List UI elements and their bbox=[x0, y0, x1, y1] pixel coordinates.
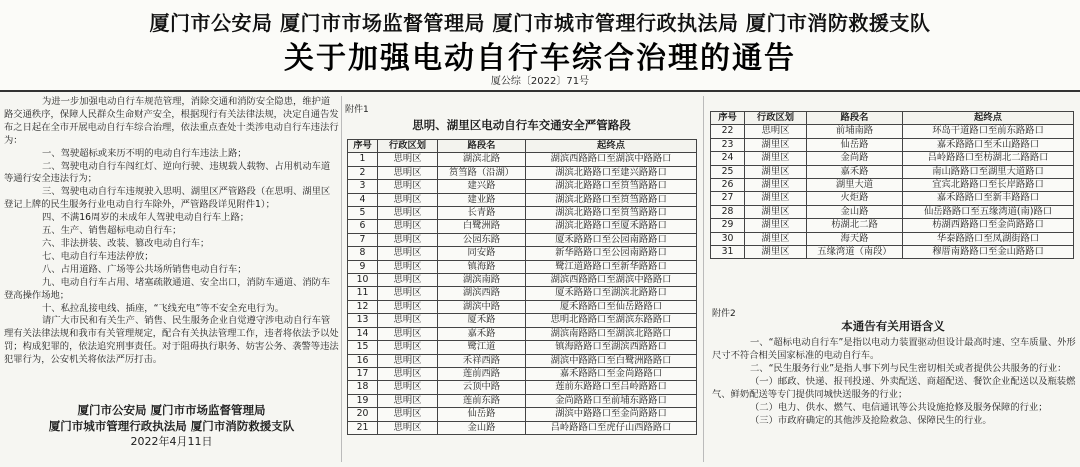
table-cell: 26 bbox=[711, 179, 745, 192]
table-cell: 15 bbox=[348, 341, 378, 354]
table-cell: 思明区 bbox=[378, 166, 438, 179]
table-cell: 23 bbox=[711, 138, 745, 151]
notice-date: 2022年4月11日 bbox=[130, 435, 213, 448]
table-cell: 长青路 bbox=[438, 207, 526, 220]
table-cell: 思明北路路口至湖滨东路路口 bbox=[526, 314, 697, 327]
notice-header bbox=[0, 0, 1080, 92]
table-cell: 思明区 bbox=[378, 207, 438, 220]
table-row bbox=[348, 153, 697, 166]
table-header-row bbox=[711, 112, 1074, 125]
notice-closing: 请广大市民和有关生产、销售、民生服务企业自觉遵守涉电动自行车管理有关法律法规和我市有关管理规定，配合有关执法管理工作，违者将依法予以处罚；构成犯罪的，依法追究刑事责任。对于阻碍执行职务、妨害公务、袭警等违法犯罪行为，公安机关将依法严厉打击。 bbox=[4, 315, 339, 366]
table-cell: 莲前东路 bbox=[438, 394, 526, 407]
table-cell: 3 bbox=[348, 180, 378, 193]
table-cell: 枋湖西路路口至金尚路路口 bbox=[903, 219, 1074, 232]
table-cell: 湖里区 bbox=[745, 179, 807, 192]
table-cell: 16 bbox=[348, 354, 378, 367]
table-cell: 湖里区 bbox=[745, 246, 807, 259]
definition-paragraph: 一、“超标电动自行车”是指以电动力装置驱动但设计最高时速、空车质量、外形尺寸不符合相关国家标准的电动自行车。 bbox=[712, 337, 1076, 361]
table-cell: 17 bbox=[348, 367, 378, 380]
notice-item: 八、占用道路、广场等公共场所销售电动自行车； bbox=[42, 263, 247, 275]
table-cell: 思明区 bbox=[378, 180, 438, 193]
column-header: 起终点 bbox=[903, 112, 1074, 125]
table-cell: 白鹭洲路 bbox=[438, 220, 526, 233]
table-cell: 厦禾路路口至仙岳路路口 bbox=[526, 300, 697, 313]
table-cell: 莲前东路路口至吕岭路路口 bbox=[526, 381, 697, 394]
column-header: 路段名 bbox=[438, 140, 526, 153]
table-cell: 前埔南路 bbox=[807, 125, 903, 138]
table-cell: 21 bbox=[348, 421, 378, 434]
table-cell: 嘉禾路 bbox=[807, 165, 903, 178]
table-cell: 9 bbox=[348, 260, 378, 273]
table-cell: 湖滨北路路口至建兴路路口 bbox=[526, 166, 697, 179]
table-cell: 禾祥西路 bbox=[438, 354, 526, 367]
table-cell: 8 bbox=[348, 247, 378, 260]
table-row bbox=[711, 165, 1074, 178]
table-cell: 吕岭路路口至枋湖北二路路口 bbox=[903, 152, 1074, 165]
table-cell: 31 bbox=[711, 246, 745, 259]
page-title: 关于加强电动自行车综合治理的通告 bbox=[284, 41, 796, 76]
table-cell: 五缘湾道（南段） bbox=[807, 246, 903, 259]
table-cell: 湖滨中路路口至金尚路路口 bbox=[526, 408, 697, 421]
table-cell: 湖滨北路路口至筼筜路路口 bbox=[526, 180, 697, 193]
column-divider bbox=[703, 96, 704, 462]
table-row bbox=[348, 287, 697, 300]
table-cell: 1 bbox=[348, 153, 378, 166]
table-cell: 思明区 bbox=[378, 220, 438, 233]
table-cell: 嘉禾路路口至新丰路路口 bbox=[903, 192, 1074, 205]
column-header: 行政区划 bbox=[745, 112, 807, 125]
table-cell: 南山路路口至湖里大道路口 bbox=[903, 165, 1074, 178]
table-cell: 思明区 bbox=[378, 408, 438, 421]
table-cell: 厦禾路 bbox=[438, 314, 526, 327]
table-cell: 30 bbox=[711, 232, 745, 245]
table-row bbox=[348, 314, 697, 327]
notice-item: 三、驾驶电动自行车违规驶入思明、湖里区严管路段（在思明、湖里区登记上牌的民生服务行业电动自行车除外，严管路段详见附件1）； bbox=[4, 186, 331, 211]
table-cell: 湖滨北路路口至筼筜路路口 bbox=[526, 193, 697, 206]
table-row bbox=[348, 247, 697, 260]
signature-block bbox=[4, 402, 339, 434]
table-cell: 思明区 bbox=[378, 287, 438, 300]
table-row bbox=[711, 179, 1074, 192]
table-row bbox=[348, 394, 697, 407]
table-cell: 嘉禾路路口至金尚路路口 bbox=[526, 367, 697, 380]
table-cell: 22 bbox=[711, 125, 745, 138]
notice-item: 一、驾驶超标或来历不明的电动自行车违法上路； bbox=[42, 147, 247, 159]
table-row bbox=[711, 138, 1074, 151]
table-cell: 20 bbox=[348, 408, 378, 421]
table-cell: 湖滨中路路口至白鹭洲路路口 bbox=[526, 354, 697, 367]
table-cell: 镇海路 bbox=[438, 260, 526, 273]
table-row bbox=[348, 354, 697, 367]
table-cell: 13 bbox=[348, 314, 378, 327]
table-row bbox=[711, 125, 1074, 138]
table-cell: 湖里区 bbox=[745, 138, 807, 151]
column-header: 序号 bbox=[711, 112, 745, 125]
table-cell: 湖滨南路路口至湖滨北路路口 bbox=[526, 327, 697, 340]
table-cell: 湖滨南路 bbox=[438, 274, 526, 287]
table-cell: 7 bbox=[348, 233, 378, 246]
table-cell: 公园东路 bbox=[438, 233, 526, 246]
table-cell: 19 bbox=[348, 394, 378, 407]
notice-item: 四、不满16周岁的未成年人驾驶电动自行车上路； bbox=[42, 212, 250, 224]
table-cell: 思明区 bbox=[378, 354, 438, 367]
table-row bbox=[348, 327, 697, 340]
column-header: 序号 bbox=[348, 140, 378, 153]
table-cell: 莲前西路 bbox=[438, 367, 526, 380]
table-row bbox=[711, 205, 1074, 218]
table-cell: 鹭江道 bbox=[438, 341, 526, 354]
table-cell: 10 bbox=[348, 274, 378, 287]
table-row bbox=[348, 381, 697, 394]
table-row bbox=[348, 180, 697, 193]
attachment2-label: 附件2 bbox=[712, 309, 736, 319]
table-cell: 嘉禾路路口至禾山路路口 bbox=[903, 138, 1074, 151]
table-cell: 湖滨中路 bbox=[438, 300, 526, 313]
table-row bbox=[348, 274, 697, 287]
notice-intro: 为进一步加强电动自行车规范管理，消除交通和消防安全隐患，维护道路交通秩序，保障人民群众生命财产安全，根据现行有关法律法规，决定自通告发布之日起在全市开展电动自行车综合治理，依法重点查处十类涉电动自行车违法行为： bbox=[4, 96, 339, 146]
table-cell: 思明区 bbox=[378, 394, 438, 407]
notice-item: 七、电动自行车违法停放； bbox=[42, 250, 154, 262]
table-cell: 仙岳路路口至五缘湾道(南)路口 bbox=[903, 205, 1074, 218]
table-cell: 厦禾路路口至公园南路路口 bbox=[526, 233, 697, 246]
table-cell: 思明区 bbox=[378, 327, 438, 340]
table-cell: 思明区 bbox=[378, 274, 438, 287]
table-row bbox=[348, 193, 697, 206]
table-cell: 11 bbox=[348, 287, 378, 300]
signature-line: 厦门市公安局 厦门市市场监督管理局 bbox=[77, 403, 266, 417]
table-cell: 湖滨北路路口至厦禾路路口 bbox=[526, 220, 697, 233]
table-row bbox=[711, 152, 1074, 165]
table-cell: 湖里区 bbox=[745, 205, 807, 218]
table-cell: 仙岳路 bbox=[807, 138, 903, 151]
table-cell: 思明区 bbox=[378, 421, 438, 434]
table-cell: 仙岳路 bbox=[438, 408, 526, 421]
attachment1-title: 思明、湖里区电动自行车交通安全严管路段 bbox=[412, 118, 631, 132]
notice-item: 九、电动自行车占用、堵塞疏散通道、安全出口，消防车通道、消防车登高操作场地； bbox=[4, 276, 331, 301]
definition-paragraph: （三）市政府确定的其他涉及抢险救急、保障民生的行业。 bbox=[750, 415, 992, 426]
table-cell: 华泰路路口至凤湖街路口 bbox=[903, 232, 1074, 245]
terms-definitions bbox=[712, 336, 1076, 427]
table-cell: 27 bbox=[711, 192, 745, 205]
table-cell: 云顶中路 bbox=[438, 381, 526, 394]
table-row bbox=[348, 166, 697, 179]
notice-item: 六、非法拼装、改装、篡改电动自行车； bbox=[42, 237, 210, 249]
table-cell: 5 bbox=[348, 207, 378, 220]
column-header: 路段名 bbox=[807, 112, 903, 125]
roads-table-left bbox=[347, 139, 697, 435]
table-cell: 29 bbox=[711, 219, 745, 232]
table-cell: 思明区 bbox=[378, 314, 438, 327]
column-divider bbox=[341, 96, 342, 462]
issuing-agencies: 厦门市公安局 厦门市市场监督管理局 厦门市城市管理行政执法局 厦门市消防救援支队 bbox=[149, 11, 931, 35]
table-cell: 湖滨西路路口至湖滨中路路口 bbox=[526, 153, 697, 166]
table-cell: 思明区 bbox=[378, 193, 438, 206]
table-cell: 6 bbox=[348, 220, 378, 233]
table-cell: 枋湖北二路 bbox=[807, 219, 903, 232]
signature-line: 厦门市城市管理行政执法局 厦门市消防救援支队 bbox=[48, 419, 295, 433]
table-row bbox=[348, 260, 697, 273]
notice-item: 十、私拉乱接电线、插座，“飞线充电”等不安全充电行为。 bbox=[42, 302, 285, 314]
table-cell: 思明区 bbox=[378, 381, 438, 394]
table-cell: 吕岭路路口至虎仔山西路路口 bbox=[526, 421, 697, 434]
table-cell: 镇海路路口至湖滨西路路口 bbox=[526, 341, 697, 354]
table-cell: 建业路 bbox=[438, 193, 526, 206]
table-header-row bbox=[348, 140, 697, 153]
table-cell: 金尚路 bbox=[807, 152, 903, 165]
table-cell: 湖滨西路路口至湖滨中路路口 bbox=[526, 274, 697, 287]
notice-body bbox=[4, 96, 339, 462]
table-row bbox=[348, 220, 697, 233]
table-cell: 湖里区 bbox=[745, 219, 807, 232]
table-cell: 穆厝南路路口至金山路路口 bbox=[903, 246, 1074, 259]
table-cell: 2 bbox=[348, 166, 378, 179]
table-cell: 金山路 bbox=[438, 421, 526, 434]
table-row bbox=[711, 232, 1074, 245]
table-cell: 嘉禾路 bbox=[438, 327, 526, 340]
table-cell: 宜宾北路路口至长岸路路口 bbox=[903, 179, 1074, 192]
definition-paragraph: 二、“民生服务行业”是指人事下列与民生密切相关或者提供公共服务的行业： bbox=[750, 363, 1067, 374]
table-cell: 金尚路路口至前埔东路路口 bbox=[526, 394, 697, 407]
table-cell: 湖里区 bbox=[745, 192, 807, 205]
column-header: 行政区划 bbox=[378, 140, 438, 153]
table-cell: 湖滨北路路口至筼筜路路口 bbox=[526, 207, 697, 220]
table-cell: 鹭江道路路口至新华路路口 bbox=[526, 260, 697, 273]
notice-item: 五、生产、销售超标电动自行车； bbox=[42, 225, 182, 237]
table-row bbox=[348, 421, 697, 434]
table-cell: 建兴路 bbox=[438, 180, 526, 193]
roads-table-right bbox=[710, 111, 1074, 259]
table-cell: 金山路 bbox=[807, 205, 903, 218]
attachment1-label: 附件1 bbox=[345, 105, 369, 115]
table-cell: 思明区 bbox=[378, 260, 438, 273]
table-cell: 同安路 bbox=[438, 247, 526, 260]
table-row bbox=[348, 408, 697, 421]
table-cell: 厦禾路路口至湖滨北路路口 bbox=[526, 287, 697, 300]
document-number: 厦公综〔2022〕71号 bbox=[490, 76, 590, 87]
table-row bbox=[348, 367, 697, 380]
table-cell: 思明区 bbox=[745, 125, 807, 138]
table-cell: 海天路 bbox=[807, 232, 903, 245]
table-row bbox=[348, 300, 697, 313]
notice-item: 二、驾驶电动自行车闯红灯、逆向行驶、违规载人载物、占用机动车道等通行安全违法行为； bbox=[4, 160, 331, 185]
table-cell: 湖里大道 bbox=[807, 179, 903, 192]
table-cell: 新华路路口至公园南路路口 bbox=[526, 247, 697, 260]
table-cell: 25 bbox=[711, 165, 745, 178]
table-cell: 28 bbox=[711, 205, 745, 218]
table-cell: 湖滨北路 bbox=[438, 153, 526, 166]
attachment2-title: 本通告有关用语含义 bbox=[841, 319, 945, 333]
table-cell: 思明区 bbox=[378, 341, 438, 354]
table-cell: 湖里区 bbox=[745, 152, 807, 165]
table-row bbox=[711, 192, 1074, 205]
table-cell: 湖滨西路 bbox=[438, 287, 526, 300]
table-cell: 思明区 bbox=[378, 153, 438, 166]
table-row bbox=[348, 233, 697, 246]
table-cell: 思明区 bbox=[378, 247, 438, 260]
table-cell: 12 bbox=[348, 300, 378, 313]
table-cell: 环岛干道路口至前东路路口 bbox=[903, 125, 1074, 138]
column-header: 起终点 bbox=[526, 140, 697, 153]
definition-paragraph: （二）电力、供水、燃气、电信通讯等公共设施抢修及服务保障的行业； bbox=[750, 402, 1048, 413]
table-cell: 筼筜路（沿湖） bbox=[438, 166, 526, 179]
table-cell: 思明区 bbox=[378, 300, 438, 313]
table-cell: 24 bbox=[711, 152, 745, 165]
table-cell: 湖里区 bbox=[745, 165, 807, 178]
table-row bbox=[348, 207, 697, 220]
table-cell: 火炬路 bbox=[807, 192, 903, 205]
table-row bbox=[711, 219, 1074, 232]
table-cell: 思明区 bbox=[378, 367, 438, 380]
table-cell: 湖里区 bbox=[745, 232, 807, 245]
table-cell: 14 bbox=[348, 327, 378, 340]
table-cell: 4 bbox=[348, 193, 378, 206]
table-cell: 18 bbox=[348, 381, 378, 394]
table-cell: 思明区 bbox=[378, 233, 438, 246]
definition-paragraph: （一）邮政、快递、报刊投递、外卖配送、商超配送、餐饮企业配送以及瓶装燃气、鲜奶配送等专门提供同城快送服务的行业； bbox=[712, 376, 1076, 400]
table-row bbox=[711, 246, 1074, 259]
table-row bbox=[348, 341, 697, 354]
